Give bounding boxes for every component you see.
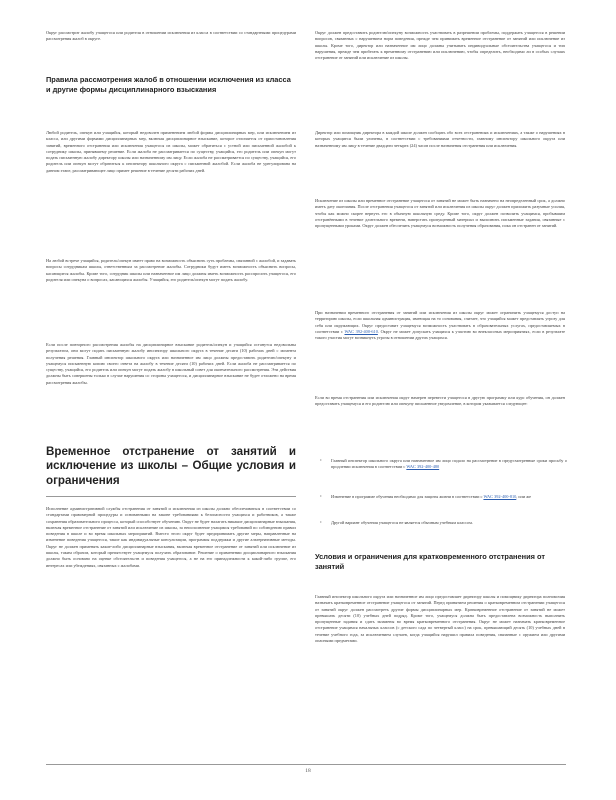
bullet-icon: › [320, 520, 322, 525]
left-intro-paragraph: Округ рассмотрит жалобу учащегося или родителя в отношении исключения из класса в соответствии со стандартными процедурами рассмотрения жалоб в округе. [46, 30, 296, 42]
bullet-icon: › [320, 458, 322, 463]
heading-divider [46, 496, 296, 497]
right-paragraph-1: Округ должен предоставить родителю/опекуну возможность участвовать в разрешении проблемы, поддержать учащегося в решении вопросов, связанных с нарушением норм поведения, прежде чем принимать временное отстранение от занятий или исключение из школы. Кроме того, директор или назначенное им лицо должны учитывать индивидуальные обстоятельства учащегося и тип нарушения, прежде чем прибегать к временному отстранению или исключению, чтобы определить, необходимо ли в особых случаях отстранение от занятий или исключение из школы. [315, 30, 565, 61]
left-paragraph-3: Если после повторного рассмотрения жалобы на дисциплинарное взыскание родитель/опекун и учащийся останутся недовольны результатом, они могут подать письменную жалобу инспектору школьного округа в течение десяти (10) рабочих дней с момента получения решения. Главный инспектор школьного округа или назначенное им лицо должны предоставить родителю/опекуну и учащемуся письменную копию своего ответа на жалобу в течение десяти (10) рабочих дней. Если жалоба не рассматривается по существу, учащийся, его родитель или опекун могут подать жалобу в школьный совет для окончательного рассмотрения. Эти действия должны быть совершены только в случае нарушения со стороны учащегося, и дисциплинарное взыскание не будет отложено на время рассмотрения жалобы. [46, 342, 296, 385]
right-paragraph-5: Если во время отстранения или исключения округ намерен перевести учащегося в другую программу или курс обучения, он должен предоставить учащемуся и его родителю или опекуну письменное уведомление, в котором указывается следующее: [315, 395, 565, 407]
wac-392-400-810-link[interactable]: WAC 392-400-810 [483, 494, 517, 499]
page-number: 18 [305, 768, 311, 774]
left-paragraph-1: Любой родитель, опекун или учащийся, который недоволен применением любой формы дисциплинарных мер, или исключением из класса, или другими формами дисциплинарных мер, включая дисциплинарное взыскание, которое отличается от приостановления занятий, временного отстранения или исключения учащегося из школы, может обратиться с устной или письменной жалобой к сотруднику школы, принявшему решение. Если жалоба не рассматривается по существу, учащийся, его родитель или опекун могут подать письменную жалобу директору школы или назначенному им лицу. Если жалоба не рассматривается по существу, учащийся, его родитель или опекун могут обратиться к инспектору школьного округа с письменной жалобой. Если жалоба не урегулирована на данном этапе, рассматривающее лицо примет решение в течение десяти рабочих дней. [46, 130, 296, 173]
left-paragraph-4: Исполнение административной службы отстранения от занятий и исключения из школы должно обеспечиваться в соответствии со стандартами правомерной процедуры и основанными на законе требованиями к безопасности учащихся и работников, а также сохранения образовательного процесса, который способствует обучению. Округ не будет налагать никакие дисциплинарные взыскания, включая временное отстранение от занятий или исключение из школы, за неисполнение учащимся требований по соблюдению правил поведения в школе и во время школьных мероприятий. Вместо этого округ будет предпринимать другие меры, направленные на изменение поведения учащегося, такие как индивидуальные консультации, программы поддержки и другие альтернативные методы. Округ не должен применять какие-либо дисциплинарные взыскания, включая временное отстранение от занятий или исключение из школы, таким образом, который препятствует учащемуся получать образование. Решение о применении дисциплинарного взыскания должно быть основано на оценке обстоятельств и поведения учащегося, а не на его принадлежности к какой-либо группе, его интересах или убеждениях, связанных с жалобами. [46, 506, 296, 568]
right-paragraph-4: При назначении временного отстранения от занятий или исключения из школы округ может ограничить учащемуся доступ на территорию школы, если школьная администрация, имеющая на то основания, считает, что учащийся может представлять угрозу для себя или окружающих. Округ предоставит учащемуся возможность участвовать в образовательных услугах, предоставляемых в соответствии с WAC 392-400-610. Округ не может допускать учащихся к участию во внеклассных мероприятиях, если в результате такого участия могут возникнуть угрозы в отношении других учащихся. [315, 310, 565, 341]
bullet-icon: › [320, 494, 322, 499]
wac-392-400-480-link[interactable]: WAC 392-400-480 [406, 464, 440, 470]
bullet-item-1: › Главный инспектор школьного округа или назначенное им лицо подало на рассмотрение в предусмотренные сроки просьбу о продлении исключения в соответствии с WAC 392-400-480 [320, 458, 567, 470]
bullet-item-3: › Другой вариант обучения учащегося не является обычным учебным классом. [320, 520, 473, 525]
left-paragraph-2: На любой встрече учащийся, родитель/опекун имеет право на возможность объяснить суть проблемы, связанной с жалобой, и задавать вопросы сотрудникам школы, ответственным за рассмотрение жалобы. Сотрудники будут иметь возможность объяснить вопросы, касающиеся жалобы. Кроме того, сотрудник школы или назначенное им лицо должны иметь возможность расспросить учащегося, его родителя или опекуна о вопросах, касающихся жалобы. Учащийся, его родитель/опекун могут подать жалобу. [46, 258, 296, 282]
complaint-rules-heading: Правила рассмотрения жалоб в отношении исключения из класса и другие формы дисциплинарного взыскания [46, 75, 291, 94]
bullet-item-2: › Изменение в программе обучения необходимо для защиты жизни в соответствии с WAC 392-400-810, или же [320, 494, 532, 499]
right-paragraph-2: Директор или помощник директора в каждой школе должен сообщать обо всех отстранениях и исключениях, а также о нарушениях в которых учащиеся были уличены, в соответствии с требованиями отчетности, главному инспектору школьного округа или назначенному им лицу в течение двадцати четырех (24) часов после назначения отстранения или исключения. [315, 130, 565, 148]
wac-392-400-610-link[interactable]: WAC 392-400-610 [344, 328, 378, 334]
short-term-suspension-heading: Условия и ограничения для кратковременного отстранения от занятий [315, 552, 545, 571]
footer-divider [46, 764, 566, 765]
right-paragraph-3: Исключение из школы или временное отстранение учащегося от занятий не может быть назначено на неопределенный срок, а должно иметь дату окончания. После отстранения учащегося от занятий или исключения из школы округ должен приложить разумные усилия, чтобы как можно скорее вернуть его в обычную школьную среду. Кроме того, округ должен позволить учащимся, пробывшим отстранёнными в течение длительного времени, наверстать пропущенный материал и выполнить письменные задания, связанные с пропущенными уроками. Округ должен обеспечить учащемуся возможность получения образования, пока он отстранен от занятий. [315, 198, 565, 229]
suspension-expulsion-heading: Временное отстранение от занятий и исключение из школы – Общие условия и ограничения [46, 445, 296, 487]
right-paragraph-6: Главный инспектор школьного округа или назначенное им лицо предоставляет директору школы и помощнику директора полномочия назначать кратковременное отстранение учащегося от занятий. Перед принятием решения о кратковременном отстранении учащегося от занятий округ должен рассмотреть другие формы дисциплинарных мер. Кратковременное отстранение от занятий не может превышать десяти (10) учебных дней подряд. Кроме того, учащемуся должна быть предоставлена возможность выполнить пропущенные задания и сдать экзамены во время кратковременного отстранения. Округ не может назначать кратковременное отстранение учащимся начальных классов (с детского сада по четвертый класс) на срок, превышающий десять (10) учебных дней в течение учебного года, за исключением случаев, когда учащийся нарушил правила поведения, связанные с оружием или другими опасными предметами. [315, 594, 565, 644]
